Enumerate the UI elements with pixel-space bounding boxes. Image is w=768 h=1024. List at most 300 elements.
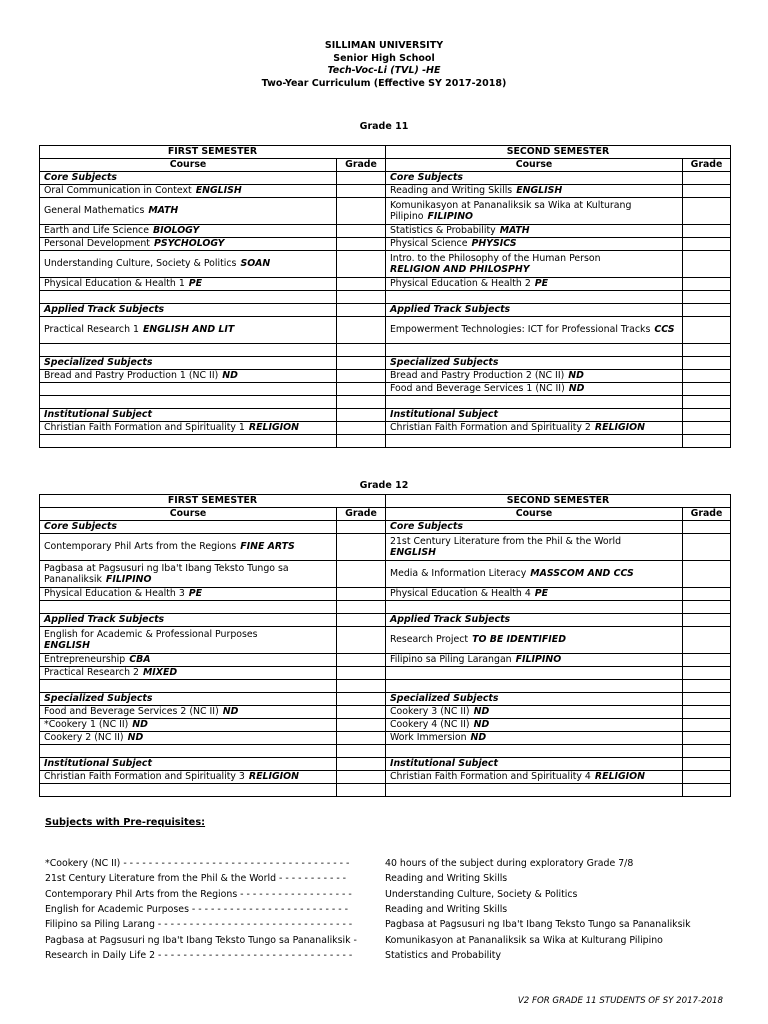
document-header xyxy=(0,40,768,90)
department-code: FILIPINO xyxy=(105,574,152,585)
section-heading-cell xyxy=(40,409,337,422)
course-cell xyxy=(386,278,683,291)
course-cell xyxy=(386,732,683,745)
grade-cell xyxy=(337,667,386,680)
course-cell xyxy=(386,383,683,396)
course-cell xyxy=(386,435,683,448)
prereq-requirement: Statistics and Probability xyxy=(385,949,502,961)
department-code: ENGLISH xyxy=(195,185,242,197)
department-code: PE xyxy=(534,588,549,600)
department-code: ND xyxy=(568,370,584,382)
grade-cell xyxy=(683,185,731,198)
grade-cell xyxy=(683,435,731,448)
section-heading-cell xyxy=(386,521,683,534)
course-name: Komunikasyon at Pananaliksik sa Wika at Kulturang Pilipino xyxy=(390,199,632,222)
prereq-subject: English for Academic Purposes - - - - - - - - - - - - - - - - - - - - - - - - - xyxy=(45,903,349,915)
course-name: Empowerment Technologies: ICT for Professional Tracks xyxy=(390,324,651,336)
course-name: Reading and Writing Skills xyxy=(390,185,513,197)
department-code: ND xyxy=(473,706,490,718)
course-cell xyxy=(386,771,683,784)
grade-cell xyxy=(683,732,731,745)
course-name: Statistics & Probability xyxy=(390,225,496,237)
course-cell xyxy=(40,317,337,344)
course-cell xyxy=(386,680,683,693)
course-cell xyxy=(40,667,337,680)
table-row xyxy=(40,198,731,225)
table-row xyxy=(40,278,731,291)
footer-note: V2 FOR GRADE 11 STUDENTS OF SY 2017-2018 xyxy=(517,996,723,1006)
course-column-header: Course xyxy=(386,159,683,172)
column-header-row xyxy=(40,508,731,521)
course-cell xyxy=(386,317,683,344)
grade-cell xyxy=(683,422,731,435)
course-cell xyxy=(40,291,337,304)
grade-cell xyxy=(683,304,731,317)
course-cell xyxy=(40,370,337,383)
department-code: ND xyxy=(568,383,585,395)
section-heading-cell xyxy=(40,614,337,627)
grade-cell xyxy=(337,771,386,784)
department-code: ENGLISH AND LIT xyxy=(142,324,235,336)
department-code: CBA xyxy=(129,654,151,666)
grade-cell xyxy=(683,291,731,304)
grade-cell xyxy=(337,317,386,344)
table-row xyxy=(40,732,731,745)
section-heading-row xyxy=(40,409,731,422)
course-cell xyxy=(386,706,683,719)
department-code: FINE ARTS xyxy=(240,541,295,553)
grade-cell xyxy=(683,771,731,784)
table-row xyxy=(40,719,731,732)
course-column-header: Course xyxy=(40,508,337,521)
course-name: Applied Track Subjects xyxy=(44,614,165,626)
department-code: ENGLISH xyxy=(390,547,437,558)
course-name: Christian Faith Formation and Spirituality 3 xyxy=(44,771,245,783)
course-cell xyxy=(40,344,337,357)
course-name: Food and Beverage Services 1 (NC II) xyxy=(390,383,565,395)
grade-cell xyxy=(337,304,386,317)
course-name: Physical Education & Health 3 xyxy=(44,588,185,600)
prereq-requirement: Understanding Culture, Society & Politics xyxy=(385,888,578,900)
course-cell xyxy=(386,344,683,357)
course-cell xyxy=(386,745,683,758)
table-row xyxy=(40,680,731,693)
table-row xyxy=(40,370,731,383)
course-cell xyxy=(40,706,337,719)
grade-column-header: Grade xyxy=(337,159,386,172)
grade-cell xyxy=(683,758,731,771)
grade-cell xyxy=(337,758,386,771)
grade-cell xyxy=(337,422,386,435)
course-cell xyxy=(386,534,683,561)
section-heading-row xyxy=(40,614,731,627)
grade-cell xyxy=(683,521,731,534)
course-name: Core Subjects xyxy=(390,172,463,184)
course-cell xyxy=(40,251,337,278)
table-row xyxy=(40,654,731,667)
section-heading-cell xyxy=(40,304,337,317)
course-cell xyxy=(40,422,337,435)
department-code: ND xyxy=(132,719,148,731)
table-row xyxy=(40,588,731,601)
grade-cell xyxy=(337,198,386,225)
table-row xyxy=(40,344,731,357)
table-row xyxy=(40,435,731,448)
course-name: Bread and Pastry Production 2 (NC II) xyxy=(390,370,565,382)
section-heading-cell xyxy=(386,409,683,422)
first-semester-header: FIRST SEMESTER xyxy=(40,146,386,159)
course-name: Institutional Subject xyxy=(390,409,498,421)
prereq-subject: *Cookery (NC II) - - - - - - - - - - - - - - - - - - - - - - - - - - - - - - - - - - - - xyxy=(45,858,350,869)
course-name: *Cookery 1 (NC II) xyxy=(44,719,129,731)
course-cell xyxy=(40,745,337,758)
prereq-subject: 21st Century Literature from the Phil & the World - - - - - - - - - - - xyxy=(45,873,347,885)
grade-cell xyxy=(337,172,386,185)
course-name: Filipino sa Piling Larangan xyxy=(390,654,512,666)
department-code: PE xyxy=(188,588,203,600)
department-code: SOAN xyxy=(240,258,271,270)
grade-cell xyxy=(337,357,386,370)
course-name: Specialized Subjects xyxy=(390,357,499,369)
department-code: FILIPINO xyxy=(515,654,562,666)
table-row xyxy=(40,667,731,680)
course-name: Oral Communication in Context xyxy=(44,185,192,197)
grade-cell xyxy=(683,317,731,344)
section-heading-row xyxy=(40,758,731,771)
grade-cell xyxy=(683,251,731,278)
grade11-title: Grade 11 xyxy=(359,121,409,132)
course-cell xyxy=(40,627,337,654)
section-heading-cell xyxy=(386,357,683,370)
curriculum-title: Two-Year Curriculum (Effective SY 2017-2018) xyxy=(261,77,507,89)
grade-cell xyxy=(337,693,386,706)
course-name: Christian Faith Formation and Spirituality 4 xyxy=(390,771,591,783)
course-name: Physical Education & Health 4 xyxy=(390,588,531,600)
grade-cell xyxy=(337,601,386,614)
course-name: Personal Development xyxy=(44,238,150,250)
course-name: Core Subjects xyxy=(44,521,117,533)
course-cell xyxy=(386,561,683,588)
course-cell xyxy=(40,732,337,745)
section-heading-cell xyxy=(386,614,683,627)
prereq-subject: Pagbasa at Pagsusuri ng Iba't Ibang Teksto Tungo sa Pananaliksik - xyxy=(45,934,357,946)
table-row xyxy=(40,745,731,758)
course-cell xyxy=(386,719,683,732)
table-row xyxy=(40,251,731,278)
semester-header-row xyxy=(40,146,731,159)
course-name: Specialized Subjects xyxy=(44,357,153,369)
course-cell xyxy=(386,251,683,278)
section-heading-cell xyxy=(40,521,337,534)
course-cell xyxy=(386,627,683,654)
department-code: PSYCHOLOGY xyxy=(153,238,225,250)
department-code: RELIGION xyxy=(594,422,645,434)
course-name: 21st Century Literature from the Phil & the World xyxy=(390,535,622,547)
semester-header-row xyxy=(40,495,731,508)
course-cell xyxy=(386,238,683,251)
course-cell xyxy=(40,185,337,198)
grade-cell xyxy=(337,291,386,304)
prereq-title: Subjects with Pre-requisites: xyxy=(45,817,206,828)
grade-cell xyxy=(337,251,386,278)
course-cell xyxy=(386,370,683,383)
grade-cell xyxy=(337,588,386,601)
course-name: Physical Science xyxy=(390,238,468,250)
course-name: Research Project xyxy=(390,634,469,646)
grade-cell xyxy=(683,409,731,422)
course-name: Understanding Culture, Society & Politics xyxy=(44,258,237,270)
department-code: ENGLISH xyxy=(516,185,563,197)
grade-cell xyxy=(337,238,386,251)
course-column-header: Course xyxy=(40,159,337,172)
course-cell xyxy=(40,588,337,601)
grade-cell xyxy=(337,627,386,654)
course-cell xyxy=(386,588,683,601)
course-name: General Mathematics xyxy=(44,205,145,217)
course-name: Institutional Subject xyxy=(44,409,152,421)
course-name: Food and Beverage Services 2 (NC II) xyxy=(44,706,219,718)
grade-cell xyxy=(683,278,731,291)
table-row xyxy=(40,706,731,719)
course-name: Applied Track Subjects xyxy=(390,614,511,626)
course-cell xyxy=(40,771,337,784)
table-row xyxy=(40,225,731,238)
table-row xyxy=(40,185,731,198)
course-name: Physical Education & Health 1 xyxy=(44,278,185,290)
course-cell xyxy=(386,667,683,680)
department-code: PHYSICS xyxy=(471,238,517,250)
grade-cell xyxy=(337,396,386,409)
course-name: Entrepreneurship xyxy=(44,654,126,666)
grade-cell xyxy=(683,745,731,758)
grade-cell xyxy=(683,784,731,797)
school-name: Senior High School xyxy=(333,52,435,64)
department-code: ND xyxy=(222,370,238,382)
department-code: TO BE IDENTIFIED xyxy=(472,634,566,646)
table-row xyxy=(40,771,731,784)
grade-cell xyxy=(337,614,386,627)
grade11-table xyxy=(39,145,731,448)
course-name: Media & Information Literacy xyxy=(390,568,527,580)
department-code: RELIGION AND PHILOSPHY xyxy=(390,264,530,275)
course-name: Work Immersion xyxy=(390,732,467,744)
course-name: Institutional Subject xyxy=(44,758,152,770)
course-cell xyxy=(386,654,683,667)
table-row xyxy=(40,291,731,304)
grade-cell xyxy=(683,693,731,706)
table-row xyxy=(40,422,731,435)
first-semester-header: FIRST SEMESTER xyxy=(40,495,386,508)
course-cell xyxy=(40,534,337,561)
grade-cell xyxy=(683,706,731,719)
grade-cell xyxy=(337,409,386,422)
section-heading-cell xyxy=(386,172,683,185)
course-cell xyxy=(386,185,683,198)
strand-name: Tech-Voc-Li (TVL) -HE xyxy=(327,65,441,76)
table-row xyxy=(40,383,731,396)
course-cell xyxy=(40,601,337,614)
prereq-requirement: 40 hours of the subject during exploratory Grade 7/8 xyxy=(385,858,634,869)
university-name: SILLIMAN UNIVERSITY xyxy=(324,40,444,51)
table-row xyxy=(40,601,731,614)
course-name: Physical Education & Health 2 xyxy=(390,278,531,290)
department-code: FILIPINO xyxy=(427,211,474,222)
section-heading-row xyxy=(40,693,731,706)
section-heading-row xyxy=(40,172,731,185)
grade-cell xyxy=(337,370,386,383)
course-name: Institutional Subject xyxy=(390,758,498,770)
department-code: BIOLOGY xyxy=(152,225,200,237)
section-heading-row xyxy=(40,357,731,370)
department-code: RELIGION xyxy=(594,771,645,783)
course-cell xyxy=(386,291,683,304)
table-row xyxy=(40,317,731,344)
course-cell xyxy=(40,784,337,797)
grade-cell xyxy=(337,784,386,797)
department-code: ND xyxy=(222,706,239,718)
department-code: PE xyxy=(534,278,549,290)
course-cell xyxy=(386,225,683,238)
course-name: English for Academic & Professional Purposes xyxy=(44,628,258,640)
column-header-row xyxy=(40,159,731,172)
department-code: MATH xyxy=(499,225,530,237)
grade-cell xyxy=(337,680,386,693)
grade-cell xyxy=(683,534,731,561)
course-name: Cookery 4 (NC II) xyxy=(390,719,470,731)
table-row xyxy=(40,238,731,251)
grade-cell xyxy=(337,534,386,561)
department-code: ND xyxy=(473,719,490,731)
course-cell xyxy=(40,561,337,588)
grade-cell xyxy=(683,667,731,680)
prereq-requirement: Komunikasyon at Pananaliksik sa Wika at Kulturang Pilipino xyxy=(385,934,663,946)
grade-cell xyxy=(337,278,386,291)
second-semester-header: SECOND SEMESTER xyxy=(386,146,731,159)
department-code: ENGLISH xyxy=(44,640,91,651)
grade-cell xyxy=(337,732,386,745)
grade-cell xyxy=(683,680,731,693)
department-code: RELIGION xyxy=(248,422,299,434)
grade-cell xyxy=(683,561,731,588)
course-name: Christian Faith Formation and Spirituality 1 xyxy=(44,422,245,434)
course-name: Earth and Life Science xyxy=(44,225,149,237)
grade-cell xyxy=(337,435,386,448)
course-cell xyxy=(40,435,337,448)
prereq-subject: Filipino sa Piling Larang - - - - - - - - - - - - - - - - - - - - - - - - - - - - - - - xyxy=(45,919,353,931)
prereq-requirement: Reading and Writing Skills xyxy=(385,903,508,915)
course-name: Intro. to the Philosophy of the Human Person xyxy=(390,252,601,264)
table-row xyxy=(40,561,731,588)
section-heading-cell xyxy=(40,172,337,185)
grade-cell xyxy=(337,561,386,588)
grade-cell xyxy=(683,601,731,614)
section-heading-cell xyxy=(40,357,337,370)
prereq-requirement: Reading and Writing Skills xyxy=(385,873,508,885)
course-cell xyxy=(40,198,337,225)
grade-cell xyxy=(683,654,731,667)
table-row xyxy=(40,396,731,409)
table-row xyxy=(40,627,731,654)
department-code: PE xyxy=(188,278,203,290)
grade-cell xyxy=(683,396,731,409)
grade-cell xyxy=(683,588,731,601)
grade-cell xyxy=(337,344,386,357)
section-heading-cell xyxy=(40,758,337,771)
department-code: ND xyxy=(470,732,487,744)
section-heading-row xyxy=(40,304,731,317)
course-name: Core Subjects xyxy=(44,172,117,184)
department-code: RELIGION xyxy=(248,771,299,783)
grade-cell xyxy=(337,745,386,758)
department-code: CCS xyxy=(654,324,675,336)
course-name: Christian Faith Formation and Spirituality 2 xyxy=(390,422,591,434)
grade-cell xyxy=(337,383,386,396)
course-cell xyxy=(40,654,337,667)
grade-column-header: Grade xyxy=(683,508,731,521)
course-name: Cookery 2 (NC II) xyxy=(44,732,124,744)
prereq-subject: Contemporary Phil Arts from the Regions - - - - - - - - - - - - - - - - - - xyxy=(45,888,352,900)
course-name: Core Subjects xyxy=(390,521,463,533)
course-cell xyxy=(386,601,683,614)
prereq-requirement: Pagbasa at Pagsusuri ng Iba't Ibang Teksto Tungo sa Pananaliksik xyxy=(385,919,691,931)
grade12-title: Grade 12 xyxy=(359,480,409,491)
grade-cell xyxy=(683,614,731,627)
course-name: Applied Track Subjects xyxy=(44,304,165,316)
grade-cell xyxy=(683,627,731,654)
section-heading-cell xyxy=(386,758,683,771)
course-name: Contemporary Phil Arts from the Regions xyxy=(44,541,237,553)
course-cell xyxy=(386,198,683,225)
grade-cell xyxy=(683,383,731,396)
section-heading-cell xyxy=(386,304,683,317)
course-name: Applied Track Subjects xyxy=(390,304,511,316)
grade-cell xyxy=(683,719,731,732)
course-name: Practical Research 1 xyxy=(44,324,139,336)
grade-cell xyxy=(337,719,386,732)
grade-cell xyxy=(683,370,731,383)
course-name: Specialized Subjects xyxy=(44,693,153,705)
department-code: MATH xyxy=(148,205,179,217)
grade-cell xyxy=(337,654,386,667)
course-cell xyxy=(40,680,337,693)
course-name: Pagbasa at Pagsusuri ng Iba't Ibang Teksto Tungo sa Pananaliksik xyxy=(44,562,289,585)
course-name: Cookery 3 (NC II) xyxy=(390,706,470,718)
grade-cell xyxy=(683,238,731,251)
grade-cell xyxy=(337,521,386,534)
grade-cell xyxy=(683,357,731,370)
course-cell xyxy=(386,784,683,797)
course-column-header: Course xyxy=(386,508,683,521)
grade12-table xyxy=(39,494,731,797)
course-cell xyxy=(40,383,337,396)
second-semester-header: SECOND SEMESTER xyxy=(386,495,731,508)
course-cell xyxy=(40,238,337,251)
grade-cell xyxy=(337,225,386,238)
grade-cell xyxy=(337,185,386,198)
grade-cell xyxy=(337,706,386,719)
course-cell xyxy=(40,278,337,291)
table-row xyxy=(40,534,731,561)
grade-cell xyxy=(683,198,731,225)
department-code: ND xyxy=(127,732,144,744)
department-code: MASSCOM AND CCS xyxy=(530,568,634,580)
grade-cell xyxy=(683,344,731,357)
course-cell xyxy=(386,396,683,409)
course-name: Bread and Pastry Production 1 (NC II) xyxy=(44,370,219,382)
section-heading-cell xyxy=(386,693,683,706)
prereq-subject: Research in Daily Life 2 - - - - - - - - - - - - - - - - - - - - - - - - - - - - - - - xyxy=(45,949,353,961)
course-cell xyxy=(386,422,683,435)
